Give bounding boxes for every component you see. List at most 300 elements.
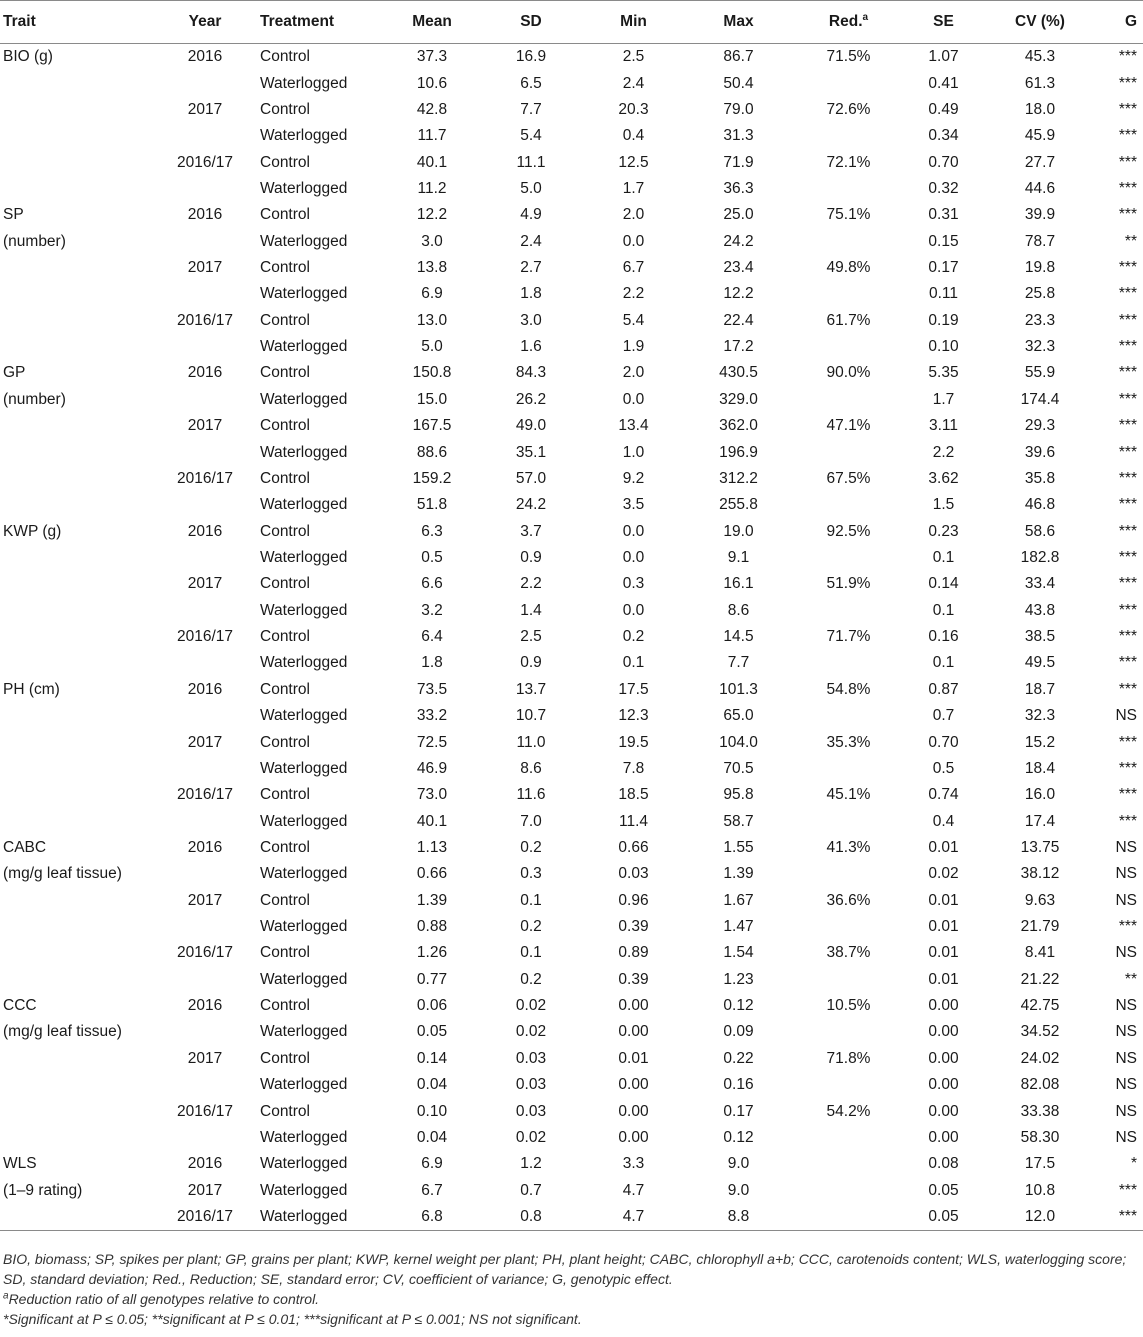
cell-trait — [0, 1204, 150, 1231]
cell-genotypic-effect: NS — [1115, 865, 1137, 883]
cell-year — [150, 281, 260, 307]
cell-se: 0.70 — [928, 733, 959, 751]
cell-max: 16.1 — [723, 575, 754, 593]
table-row — [0, 888, 1143, 914]
cell-max: 8.6 — [727, 601, 750, 619]
cell-cv: 18.4 — [1024, 759, 1056, 777]
cell-reduction: 75.1% — [826, 206, 871, 224]
cell-year: 2017 — [187, 575, 223, 593]
cell-mean: 0.10 — [416, 1102, 448, 1120]
cell-treatment: Waterlogged — [260, 549, 348, 566]
cell-treatment: Control — [260, 838, 310, 856]
cell-trait — [0, 1125, 150, 1151]
footnote-a — [3, 1289, 1139, 1309]
cell-sd: 1.8 — [520, 285, 542, 303]
cell-cv: 38.5 — [1024, 628, 1056, 646]
cell-max: 0.22 — [723, 1049, 754, 1067]
cell-max: 24.2 — [723, 232, 754, 250]
cell-cv: 19.8 — [1024, 259, 1056, 277]
header-g: G — [1094, 1, 1143, 44]
header-reduction — [796, 1, 901, 44]
cell-genotypic-effect: *** — [1118, 179, 1137, 197]
cell-cv: 16.0 — [1024, 786, 1056, 804]
cell-mean: 0.5 — [421, 549, 443, 566]
table-row — [0, 176, 1143, 202]
cell-cv: 39.9 — [1024, 206, 1056, 224]
cell-trait — [0, 756, 150, 782]
cell-genotypic-effect: NS — [1115, 1102, 1137, 1120]
cell-treatment: Control — [260, 628, 310, 646]
cell-se: 0.19 — [928, 311, 959, 329]
cell-se: 0.15 — [928, 232, 959, 250]
cell-min: 0.00 — [618, 1102, 649, 1120]
cell-genotypic-effect: * — [1130, 1155, 1137, 1173]
cell-cv: 32.3 — [1024, 707, 1056, 725]
cell-treatment: Control — [260, 364, 310, 382]
cell-reduction — [796, 914, 901, 940]
cell-reduction: 90.0% — [826, 364, 871, 382]
cell-genotypic-effect: *** — [1118, 654, 1137, 672]
cell-cv: 174.4 — [1020, 390, 1060, 408]
cell-min: 0.1 — [622, 654, 645, 672]
cell-mean: 10.6 — [416, 74, 448, 92]
cell-mean: 73.0 — [416, 786, 448, 804]
cell-trait — [0, 624, 150, 650]
cell-cv: 32.3 — [1024, 338, 1056, 356]
cell-min: 2.0 — [622, 364, 645, 382]
cell-year — [150, 334, 260, 360]
cell-mean: 6.4 — [421, 628, 443, 646]
cell-cv: 42.75 — [1020, 997, 1060, 1015]
cell-se: 0.11 — [928, 285, 959, 303]
cell-cv: 17.4 — [1024, 812, 1056, 830]
cell-mean: 6.9 — [421, 1155, 443, 1173]
cell-treatment: Waterlogged — [260, 74, 348, 92]
cell-mean: 3.0 — [421, 232, 443, 250]
cell-min: 0.0 — [622, 549, 645, 566]
cell-sd: 4.9 — [520, 206, 542, 224]
cell-reduction — [796, 1019, 901, 1045]
cell-se: 3.62 — [928, 469, 959, 487]
cell-treatment: Control — [260, 48, 310, 66]
cell-year: 2017 — [187, 733, 223, 751]
cell-trait — [0, 729, 150, 755]
cell-min: 2.5 — [622, 48, 645, 66]
cell-min: 0.00 — [618, 1023, 649, 1041]
cell-min: 11.4 — [618, 812, 649, 830]
cell-se: 0.74 — [928, 786, 959, 804]
cell-se: 0.00 — [928, 997, 959, 1015]
cell-sd: 6.5 — [520, 74, 542, 92]
cell-mean: 0.14 — [416, 1049, 448, 1067]
cell-treatment: Control — [260, 944, 310, 962]
cell-year: 2016 — [187, 522, 223, 540]
cell-min: 2.2 — [622, 285, 645, 303]
cell-min: 0.00 — [618, 1128, 649, 1146]
table-row — [0, 281, 1143, 307]
cell-se: 0.05 — [901, 1204, 986, 1231]
cell-min: 0.3 — [622, 575, 645, 593]
cell-mean: 0.66 — [416, 865, 448, 883]
cell-sd: 0.02 — [515, 997, 547, 1015]
cell-trait: WLS — [3, 1155, 37, 1173]
cell-reduction: 45.1% — [826, 786, 871, 804]
cell-year: 2017 — [187, 1181, 223, 1199]
cell-reduction — [796, 1125, 901, 1151]
cell-min: 9.2 — [622, 469, 645, 487]
cell-min: 0.96 — [618, 891, 649, 909]
cell-treatment: Control — [260, 522, 310, 540]
cell-se: 0.7 — [932, 707, 955, 725]
cell-reduction: 47.1% — [826, 417, 871, 435]
cell-genotypic-effect: *** — [1118, 918, 1137, 936]
cell-genotypic-effect: NS — [1115, 1128, 1137, 1146]
cell-sd: 49.0 — [515, 417, 547, 435]
header-year: Year — [150, 1, 260, 44]
cell-max: 19.0 — [723, 522, 754, 540]
cell-reduction: 61.7% — [826, 311, 871, 329]
cell-cv: 82.08 — [1020, 1076, 1060, 1094]
cell-mean: 33.2 — [416, 707, 448, 725]
cell-sd: 5.4 — [520, 127, 542, 145]
cell-sd: 0.9 — [520, 549, 542, 566]
cell-year: 2016/17 — [176, 628, 234, 646]
cell-mean: 13.0 — [416, 311, 448, 329]
cell-year — [150, 492, 260, 518]
cell-mean: 0.05 — [416, 1023, 448, 1041]
cell-cv: 21.79 — [1020, 918, 1060, 936]
header-mean: Mean — [388, 1, 476, 44]
cell-cv: 18.0 — [1024, 100, 1056, 118]
cell-se: 0.10 — [928, 338, 959, 356]
cell-max: 0.12 — [723, 997, 754, 1015]
cell-reduction: 41.3% — [826, 838, 871, 856]
cell-min: 5.4 — [622, 311, 645, 329]
table-row — [0, 360, 1143, 386]
cell-se: 0.01 — [928, 891, 959, 909]
cell-max: 86.7 — [723, 48, 754, 66]
cell-max: 0.16 — [723, 1076, 754, 1094]
cell-max: 9.1 — [727, 549, 750, 566]
cell-se: 1.7 — [932, 390, 955, 408]
cell-reduction — [796, 1151, 901, 1177]
cell-year — [150, 1019, 260, 1045]
cell-mean: 6.7 — [421, 1181, 443, 1199]
cell-se: 0.70 — [928, 153, 959, 171]
table-row — [0, 861, 1143, 887]
cell-se: 0.1 — [932, 549, 955, 566]
cell-year — [150, 808, 260, 834]
cell-cv: 13.75 — [1020, 838, 1060, 856]
cell-treatment: Waterlogged — [260, 970, 348, 988]
cell-year — [150, 861, 260, 887]
cell-se: 0.1 — [932, 654, 955, 672]
table-row — [0, 334, 1143, 360]
cell-se: 0.00 — [928, 1023, 959, 1041]
table-row — [0, 1046, 1143, 1072]
cell-max: 14.5 — [723, 628, 754, 646]
cell-cv: 9.63 — [1024, 891, 1056, 909]
cell-cv: 34.52 — [1020, 1023, 1060, 1041]
table-row — [0, 1019, 1143, 1045]
header-reduction-label: Red. — [828, 13, 863, 30]
cell-sd: 3.0 — [520, 311, 542, 329]
cell-cv: 12.0 — [986, 1204, 1094, 1231]
cell-cv: 24.02 — [1020, 1049, 1060, 1067]
cell-max: 255.8 — [719, 496, 758, 514]
table-row — [0, 545, 1143, 571]
header-treatment: Treatment — [260, 1, 388, 44]
cell-reduction: 54.2% — [826, 1102, 871, 1120]
cell-cv: 25.8 — [1024, 285, 1056, 303]
table-row — [0, 993, 1143, 1019]
cell-genotypic-effect: *** — [1118, 812, 1137, 830]
cell-sd: 0.2 — [520, 918, 542, 936]
cell-trait — [0, 281, 150, 307]
cell-reduction: 71.8% — [826, 1049, 871, 1067]
table-row — [0, 518, 1143, 544]
cell-sd: 0.03 — [515, 1102, 547, 1120]
cell-mean: 73.5 — [416, 680, 448, 698]
cell-treatment: Waterlogged — [260, 707, 348, 725]
cell-year — [150, 650, 260, 676]
cell-genotypic-effect: *** — [1118, 733, 1137, 751]
cell-cv: 46.8 — [1024, 496, 1056, 514]
cell-min: 2.4 — [622, 74, 645, 92]
table-row — [0, 756, 1143, 782]
cell-sd: 26.2 — [515, 390, 547, 408]
cell-mean: 0.04 — [416, 1128, 448, 1146]
cell-mean: 88.6 — [416, 443, 448, 461]
cell-trait — [0, 888, 150, 914]
cell-year — [150, 756, 260, 782]
cell-cv: 58.6 — [1024, 522, 1056, 540]
cell-mean: 6.3 — [421, 522, 443, 540]
cell-reduction — [796, 492, 901, 518]
cell-sd: 0.03 — [515, 1076, 547, 1094]
cell-reduction — [796, 387, 901, 413]
cell-cv: 61.3 — [1024, 74, 1056, 92]
cell-mean: 5.0 — [421, 338, 443, 356]
cell-max: 22.4 — [723, 311, 754, 329]
cell-max: 50.4 — [723, 74, 754, 92]
cell-genotypic-effect: ** — [1124, 970, 1137, 988]
cell-trait — [0, 70, 150, 96]
cell-min: 0.0 — [622, 601, 645, 619]
cell-mean: 0.04 — [416, 1076, 448, 1094]
cell-genotypic-effect: *** — [1118, 601, 1137, 619]
cell-max: 104.0 — [719, 733, 758, 751]
cell-treatment: Control — [260, 575, 310, 593]
cell-min: 0.03 — [618, 865, 649, 883]
cell-trait — [0, 97, 150, 123]
cell-genotypic-effect: *** — [1118, 259, 1137, 277]
cell-trait — [0, 255, 150, 281]
cell-trait: BIO (g) — [3, 48, 53, 66]
cell-sd: 1.6 — [520, 338, 542, 356]
cell-max: 430.5 — [719, 364, 758, 382]
cell-mean: 6.6 — [421, 575, 443, 593]
cell-max: 71.9 — [723, 153, 754, 171]
cell-treatment: Control — [260, 153, 310, 171]
cell-reduction — [796, 1204, 901, 1231]
cell-trait: (mg/g leaf tissue) — [3, 1023, 122, 1041]
cell-sd: 0.03 — [515, 1049, 547, 1067]
cell-treatment: Control — [260, 311, 310, 329]
cell-sd: 0.7 — [520, 1181, 542, 1199]
cell-reduction — [796, 229, 901, 255]
cell-se: 0.00 — [928, 1128, 959, 1146]
cell-mean: 150.8 — [412, 364, 452, 382]
cell-genotypic-effect: NS — [1115, 944, 1137, 962]
cell-min: 0.0 — [622, 232, 645, 250]
cell-sd: 2.5 — [520, 628, 542, 646]
cell-se: 0.4 — [932, 812, 955, 830]
cell-min: 0.0 — [622, 390, 645, 408]
cell-se: 0.23 — [928, 522, 959, 540]
cell-se: 0.17 — [928, 259, 959, 277]
cell-treatment: Control — [260, 259, 310, 277]
cell-sd: 13.7 — [515, 680, 547, 698]
cell-cv: 27.7 — [1024, 153, 1056, 171]
cell-treatment: Control — [260, 733, 310, 751]
cell-year — [150, 1072, 260, 1098]
cell-reduction — [796, 545, 901, 571]
cell-max: 79.0 — [723, 100, 754, 118]
cell-mean: 159.2 — [412, 469, 452, 487]
table-row — [0, 1072, 1143, 1098]
cell-se: 0.1 — [932, 601, 955, 619]
cell-genotypic-effect: *** — [1118, 496, 1137, 514]
cell-year: 2016/17 — [150, 1204, 260, 1231]
significance-note: *Significant at P ≤ 0.05; **significant at P ≤ 0.01; ***significant at P ≤ 0.001; NS not significant. — [3, 1311, 582, 1327]
table-row — [0, 598, 1143, 624]
cell-trait — [0, 808, 150, 834]
cell-min: 0.0 — [622, 522, 645, 540]
cell-genotypic-effect: *** — [1094, 1204, 1143, 1231]
cell-reduction: 72.1% — [826, 153, 871, 171]
table-row — [0, 1098, 1143, 1124]
cell-cv: 35.8 — [1024, 469, 1056, 487]
cell-treatment: Waterlogged — [260, 759, 348, 777]
cell-se: 0.87 — [928, 680, 959, 698]
cell-year: 2016/17 — [176, 944, 234, 962]
cell-max: 0.17 — [723, 1102, 754, 1120]
cell-max: 58.7 — [723, 812, 754, 830]
cell-max: 0.09 — [723, 1023, 754, 1041]
table-row — [0, 650, 1143, 676]
cell-year: 2017 — [187, 259, 223, 277]
cell-year: 2016 — [187, 1155, 223, 1173]
cell-treatment: Waterlogged — [260, 390, 348, 408]
cell-genotypic-effect: *** — [1118, 206, 1137, 224]
cell-cv: 23.3 — [1024, 311, 1056, 329]
header-sd: SD — [476, 1, 586, 44]
cell-min: 13.4 — [618, 417, 649, 435]
cell-genotypic-effect: NS — [1115, 838, 1137, 856]
cell-min: 19.5 — [618, 733, 649, 751]
cell-treatment: Control — [260, 891, 310, 909]
cell-genotypic-effect: *** — [1118, 285, 1137, 303]
cell-reduction — [796, 1177, 901, 1203]
cell-mean: 1.26 — [416, 944, 448, 962]
cell-cv: 10.8 — [1024, 1181, 1056, 1199]
cell-min: 0.89 — [618, 944, 649, 962]
table-notes — [3, 1249, 1139, 1329]
cell-max: 23.4 — [723, 259, 754, 277]
cell-sd: 2.7 — [520, 259, 542, 277]
cell-cv: 45.3 — [1024, 48, 1056, 66]
cell-year — [150, 598, 260, 624]
cell-min: 1.0 — [622, 443, 645, 461]
cell-se: 0.01 — [928, 970, 959, 988]
cell-max: 95.8 — [723, 786, 754, 804]
cell-year — [150, 387, 260, 413]
cell-cv: 21.22 — [1020, 970, 1060, 988]
cell-treatment: Waterlogged — [260, 1076, 348, 1094]
cell-sd: 2.2 — [520, 575, 542, 593]
cell-genotypic-effect: *** — [1118, 153, 1137, 171]
cell-min: 18.5 — [618, 786, 649, 804]
cell-genotypic-effect: *** — [1118, 364, 1137, 382]
cell-year: 2016 — [187, 997, 223, 1015]
cell-treatment: Waterlogged — [260, 1204, 388, 1231]
cell-se: 0.00 — [928, 1049, 959, 1067]
cell-mean: 37.3 — [416, 48, 448, 66]
cell-year: 2016 — [187, 680, 223, 698]
cell-min: 4.7 — [622, 1181, 645, 1199]
cell-genotypic-effect: *** — [1118, 100, 1137, 118]
cell-cv: 33.38 — [1020, 1102, 1060, 1120]
cell-year: 2016/17 — [176, 786, 234, 804]
cell-genotypic-effect: NS — [1115, 1076, 1137, 1094]
cell-reduction: 10.5% — [826, 997, 871, 1015]
cell-reduction — [796, 281, 901, 307]
cell-sd: 11.1 — [516, 153, 546, 171]
cell-se: 0.16 — [928, 628, 959, 646]
cell-max: 17.2 — [723, 338, 754, 356]
table-row — [0, 97, 1143, 123]
cell-reduction — [796, 967, 901, 993]
table-row — [0, 202, 1143, 228]
cell-trait — [0, 782, 150, 808]
cell-reduction — [796, 703, 901, 729]
cell-cv: 38.12 — [1020, 865, 1060, 883]
cell-year: 2017 — [187, 1049, 223, 1067]
cell-sd: 8.6 — [520, 759, 542, 777]
cell-year: 2016 — [187, 48, 223, 66]
cell-genotypic-effect: *** — [1118, 1181, 1137, 1199]
cell-min: 4.7 — [586, 1204, 681, 1231]
cell-year: 2016/17 — [176, 469, 234, 487]
cell-max: 1.47 — [723, 918, 754, 936]
cell-genotypic-effect: NS — [1115, 1049, 1137, 1067]
cell-cv: 78.7 — [1024, 232, 1056, 250]
cell-treatment: Control — [260, 680, 310, 698]
cell-sd: 0.1 — [520, 891, 542, 909]
cell-mean: 46.9 — [416, 759, 448, 777]
cell-treatment: Waterlogged — [260, 654, 348, 672]
cell-genotypic-effect: *** — [1118, 48, 1137, 66]
cell-cv: 17.5 — [1024, 1155, 1056, 1173]
cell-reduction: 92.5% — [826, 522, 871, 540]
table-row — [0, 308, 1143, 334]
cell-max: 0.12 — [723, 1128, 754, 1146]
cell-sd: 0.3 — [520, 865, 542, 883]
cell-cv: 33.4 — [1024, 575, 1056, 593]
cell-treatment: Waterlogged — [260, 918, 348, 936]
table-row — [0, 1204, 1143, 1231]
